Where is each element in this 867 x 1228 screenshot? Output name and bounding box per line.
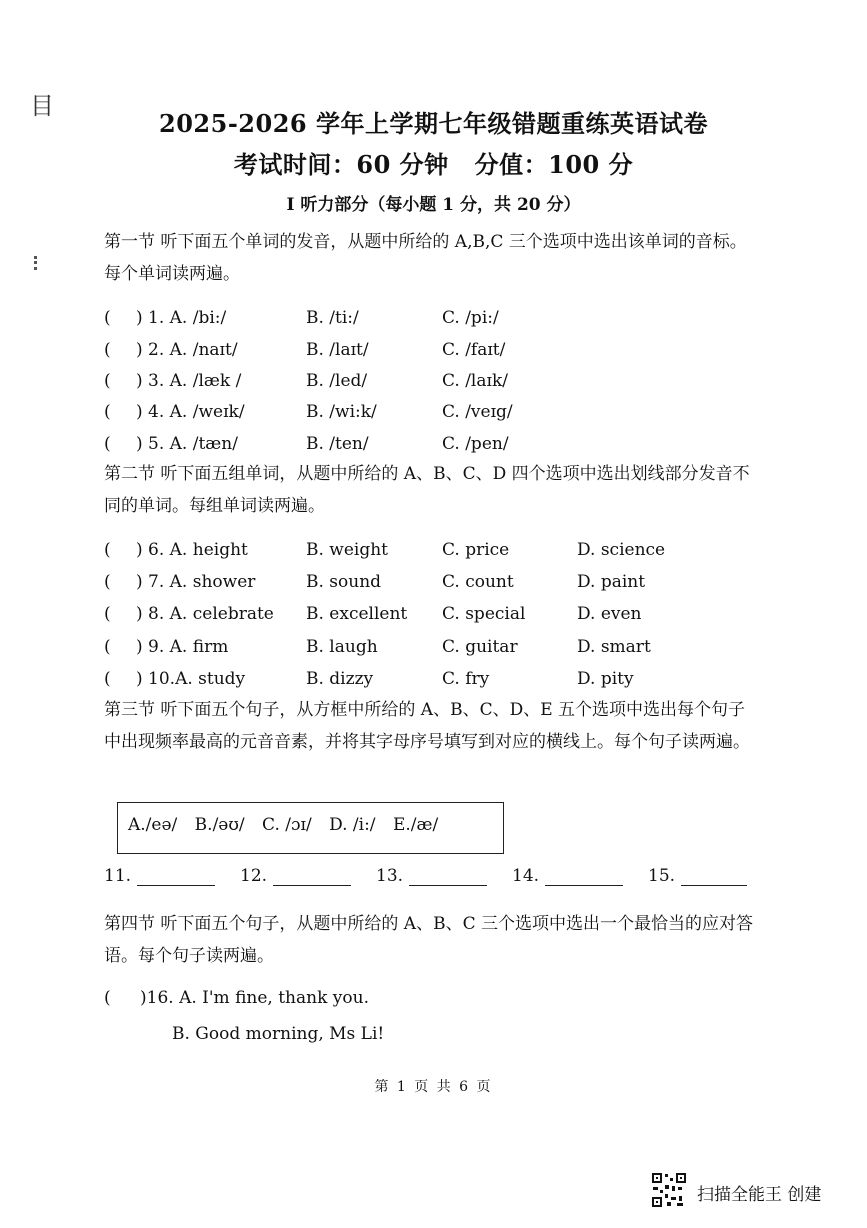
section-heading: I 听力部分（每小题 1 分，共 20 分） xyxy=(286,195,581,215)
option-d: D. smart xyxy=(577,637,651,657)
question-row xyxy=(104,536,804,564)
part1-instruction: 第一节 听下面五个单词的发音，从题中所给的 A,B,C 三个选项中选出该单词的音标。每个单词读两遍。 xyxy=(104,232,747,284)
option-c: C. price xyxy=(442,540,510,560)
answer-bracket[interactable]: ( xyxy=(104,988,111,1008)
question-row xyxy=(104,367,804,395)
exam-subtitle xyxy=(0,145,867,180)
answer-bracket[interactable]: ( xyxy=(104,669,111,689)
option-b: B. sound xyxy=(306,572,382,592)
answer-bracket[interactable]: ( xyxy=(104,434,111,454)
option-c: C. /faɪt/ xyxy=(442,340,506,360)
option-c: C. /veɪg/ xyxy=(442,402,513,422)
option-a: ) 8. A. celebrate xyxy=(136,604,274,624)
answer-bracket[interactable]: ( xyxy=(104,340,111,360)
page-number: 第 1 页 共 6 页 xyxy=(374,1079,493,1095)
vowel-option: C. /ɔɪ/ xyxy=(262,815,312,835)
part2-instruction: 第二节 听下面五组单词，从题中所给的 A、B、C、D 四个选项中选出划线部分发音不同的单词。每组单词读两遍。 xyxy=(104,464,750,516)
option-a: ) 5. A. /tæn/ xyxy=(136,434,238,454)
option-b: B. dizzy xyxy=(306,669,374,689)
option-b: B. /laɪt/ xyxy=(306,340,369,360)
option-b: B. /wi:k/ xyxy=(306,402,377,422)
answer-bracket[interactable]: ( xyxy=(104,402,111,422)
qr-code-icon xyxy=(651,1172,687,1208)
option-b: B. laugh xyxy=(306,637,378,657)
question-row xyxy=(104,430,804,458)
option-c: C. count xyxy=(442,572,514,592)
option-c: C. fry xyxy=(442,669,490,689)
part4-instruction: 第四节 听下面五个句子，从题中所给的 A、B、C 三个选项中选出一个最恰当的应对答语。每个句子读两遍。 xyxy=(104,914,753,966)
exam-time: 考试时间：60 分钟 xyxy=(233,150,449,179)
vowel-option: A./eə/ xyxy=(128,815,178,835)
vowel-option: D. /i:/ xyxy=(329,815,376,835)
answer-bracket[interactable]: ( xyxy=(104,604,111,624)
answer-bracket[interactable]: ( xyxy=(104,371,111,391)
part3-instruction: 第三节 听下面五个句子，从方框中所给的 A、B、C、D、E 五个选项中选出每个句子中出现频率最高的元音音素，并将其字母序号填写到对应的横线上。每个句子读两遍。 xyxy=(104,700,750,752)
blank-15[interactable]: 15. xyxy=(648,866,747,886)
option-d: D. even xyxy=(577,604,642,624)
blank-14[interactable]: 14. xyxy=(512,866,623,886)
question-row xyxy=(104,398,804,426)
answer-bracket[interactable]: ( xyxy=(104,572,111,592)
blank-13[interactable]: 13. xyxy=(376,866,487,886)
answer-bracket[interactable]: ( xyxy=(104,540,111,560)
option-c: C. /laɪk/ xyxy=(442,371,508,391)
option-b: B. excellent xyxy=(306,604,408,624)
option-b: B. weight xyxy=(306,540,389,560)
option-a: ) 9. A. firm xyxy=(136,637,229,657)
margin-mark: 目 xyxy=(30,92,54,120)
option-a: ) 2. A. /naɪt/ xyxy=(136,340,238,360)
question-16 xyxy=(104,988,604,1048)
option-c: C. special xyxy=(442,604,526,624)
option-a: ) 6. A. height xyxy=(136,540,248,560)
question-row xyxy=(104,304,804,332)
answer-bracket[interactable]: ( xyxy=(104,308,111,328)
option-b: B. Good morning, Ms Li! xyxy=(172,1024,385,1044)
exam-score: 分值：100 分 xyxy=(474,150,634,179)
vowel-option: B./əʊ/ xyxy=(194,815,245,835)
option-c: C. /pen/ xyxy=(442,434,509,454)
question-row xyxy=(104,633,804,661)
vowel-options-box xyxy=(117,802,504,854)
option-b: B. /ten/ xyxy=(306,434,369,454)
blank-11[interactable]: 11. xyxy=(104,866,215,886)
vowel-option: E./æ/ xyxy=(392,815,439,835)
question-row xyxy=(104,665,804,693)
question-row xyxy=(104,600,804,628)
option-a: ) 4. A. /weɪk/ xyxy=(136,402,245,422)
option-d: D. paint xyxy=(577,572,646,592)
blank-12[interactable]: 12. xyxy=(240,866,351,886)
answer-blanks xyxy=(104,866,804,894)
option-c: C. guitar xyxy=(442,637,518,657)
option-b: B. /led/ xyxy=(306,371,368,391)
option-c: C. /pi:/ xyxy=(442,308,499,328)
option-a: ) 3. A. /læk / xyxy=(136,371,242,391)
question-row xyxy=(104,336,804,364)
option-b: B. /ti:/ xyxy=(306,308,359,328)
option-a: ) 1. A. /bi:/ xyxy=(136,308,227,328)
option-d: D. science xyxy=(577,540,666,560)
scanner-watermark xyxy=(651,1172,856,1212)
margin-dots xyxy=(34,256,40,270)
question-row xyxy=(104,568,804,596)
option-a: ) 7. A. shower xyxy=(136,572,256,592)
option-a: )16. A. I'm fine, thank you. xyxy=(140,988,369,1008)
option-d: D. pity xyxy=(577,669,634,689)
scanner-text: 扫描全能王 创建 xyxy=(697,1185,822,1205)
option-a: ) 10.A. study xyxy=(136,669,246,689)
exam-title: 2025-2026 学年上学期七年级错题重练英语试卷 xyxy=(159,109,708,138)
answer-bracket[interactable]: ( xyxy=(104,637,111,657)
